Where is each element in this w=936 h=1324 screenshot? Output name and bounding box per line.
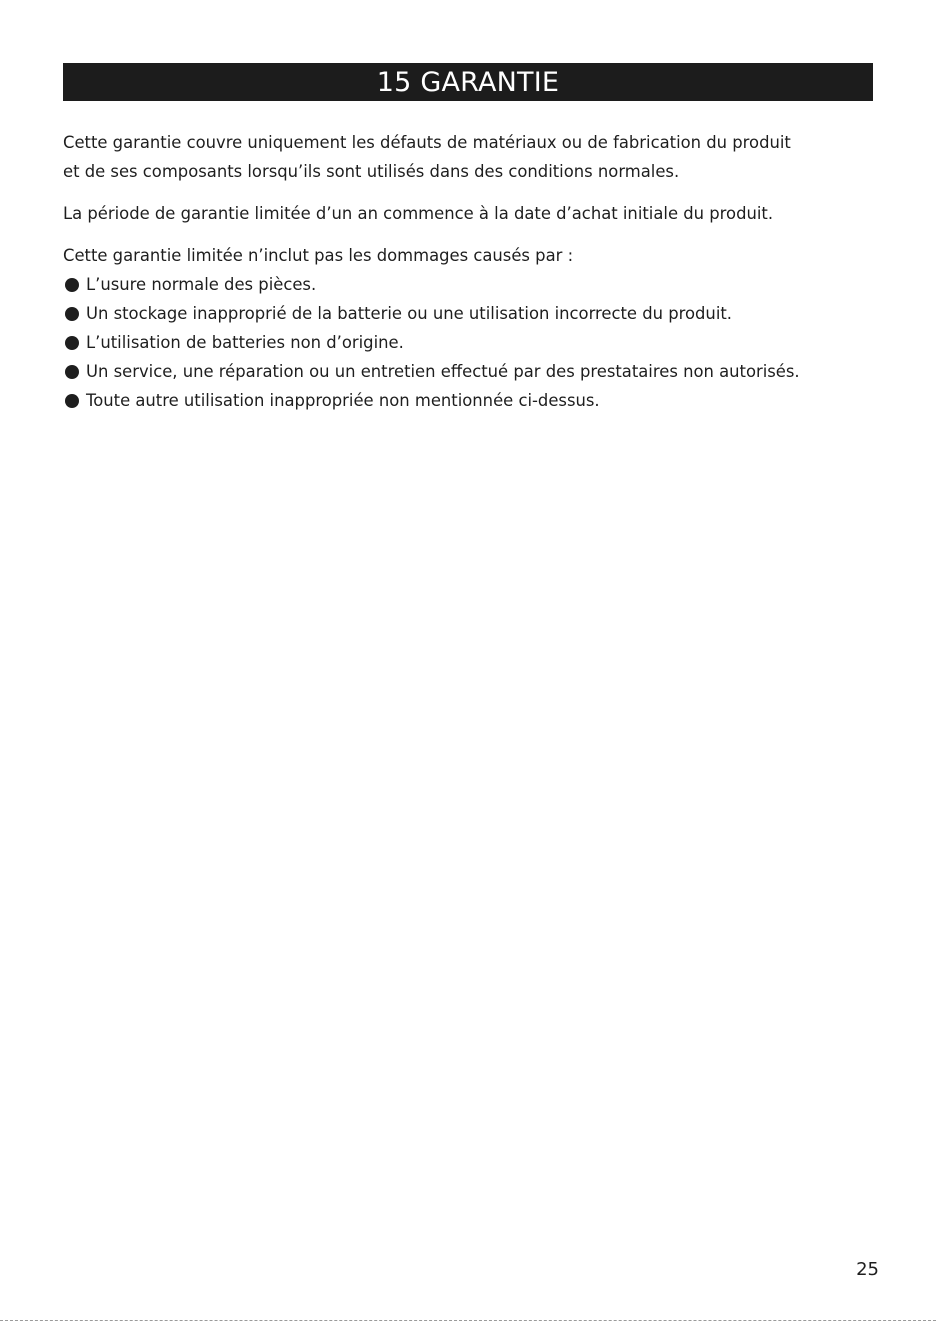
warranty-period-paragraph: La période de garantie limitée d’un an commence à la date d’achat initiale du produit. <box>63 204 774 223</box>
exclusions-list <box>63 270 883 415</box>
list-item <box>63 386 883 415</box>
bullet-icon <box>65 307 79 321</box>
section-title: 15 GARANTIE <box>376 67 560 98</box>
list-item-text: Toute autre utilisation inappropriée non mentionnée ci-dessus. <box>86 391 600 410</box>
list-item-text: Un service, une réparation ou un entretien effectué par des prestataires non autorisés. <box>86 362 800 381</box>
bottom-divider <box>0 1320 936 1321</box>
bullet-icon <box>65 365 79 379</box>
warranty-content <box>63 128 883 415</box>
page-number: 25 <box>856 1259 879 1280</box>
bullet-icon <box>65 278 79 292</box>
list-item <box>63 328 883 357</box>
section-title-bar <box>63 63 873 101</box>
list-item-text: Un stockage inapproprié de la batterie ou une utilisation incorrecte du produit. <box>86 304 733 323</box>
list-item-text: L’utilisation de batteries non d’origine. <box>86 333 404 352</box>
bullet-icon <box>65 336 79 350</box>
coverage-paragraph <box>63 128 883 186</box>
coverage-line-1: Cette garantie couvre uniquement les défauts de matériaux ou de fabrication du produit <box>63 133 791 152</box>
list-item <box>63 270 883 299</box>
list-item-text: L’usure normale des pièces. <box>86 275 317 294</box>
coverage-line-2: et de ses composants lorsqu’ils sont utilisés dans des conditions normales. <box>63 162 680 181</box>
exclusions-block <box>63 241 883 415</box>
bullet-icon <box>65 394 79 408</box>
list-item <box>63 299 883 328</box>
list-item <box>63 357 883 386</box>
exclusions-intro: Cette garantie limitée n’inclut pas les dommages causés par : <box>63 246 574 265</box>
